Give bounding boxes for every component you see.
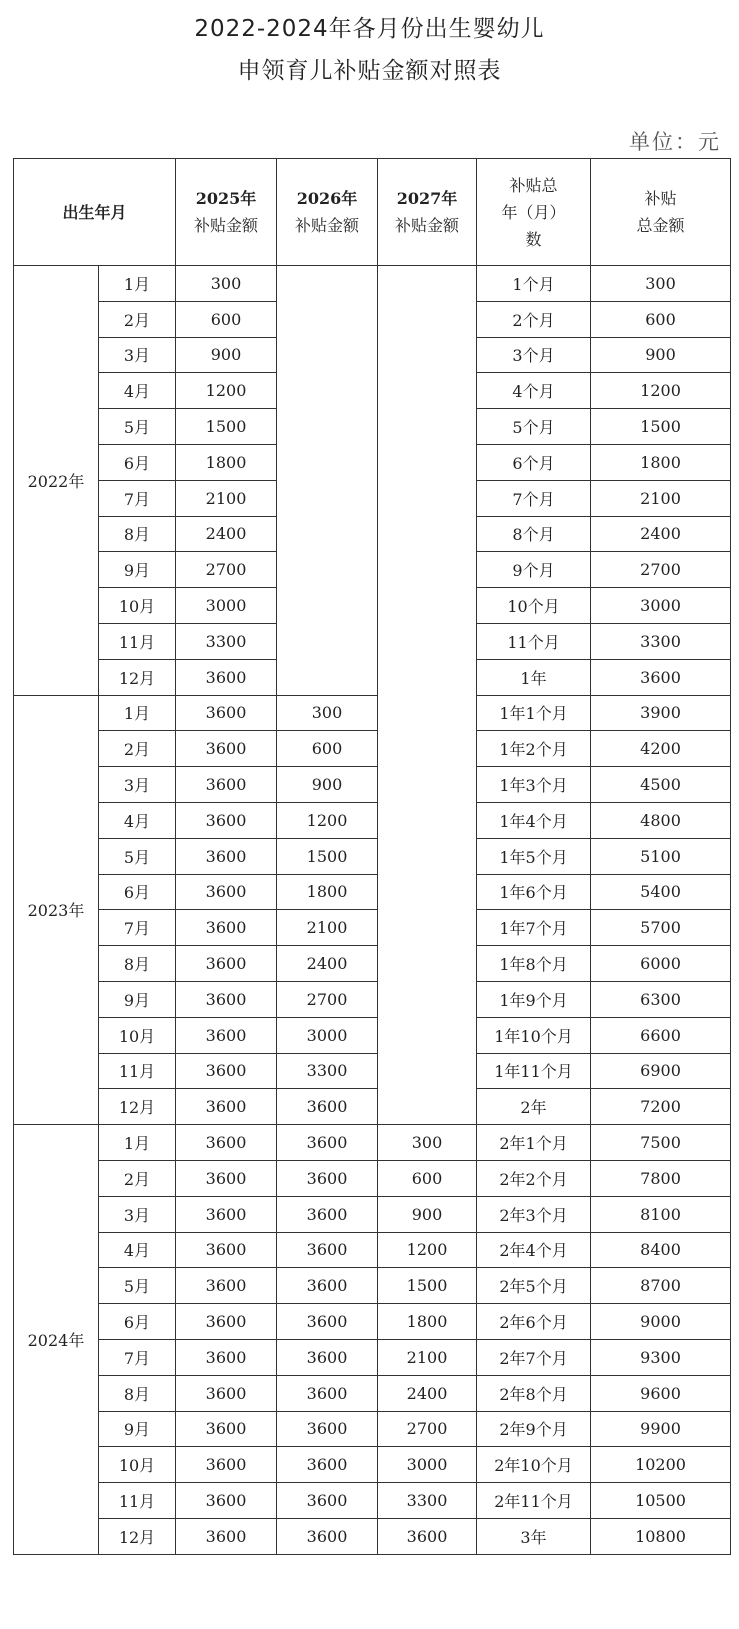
amount-2026-cell: 3600: [277, 1196, 378, 1232]
month-cell: 11月: [99, 1053, 176, 1089]
table-row: [14, 767, 731, 803]
month-cell: 2月: [99, 1160, 176, 1196]
month-cell: 2月: [99, 301, 176, 337]
duration-cell: 2年5个月: [477, 1268, 591, 1304]
amount-2027-cell: 1800: [378, 1304, 477, 1340]
unit-label: 单位：元: [629, 130, 721, 154]
amount-2025-cell: 3600: [176, 731, 277, 767]
amount-2026-cell: 1200: [277, 802, 378, 838]
amount-2026-cell: 3600: [277, 1304, 378, 1340]
amount-2025-cell: 3600: [176, 1196, 277, 1232]
table-row: [14, 1411, 731, 1447]
duration-cell: 7个月: [477, 480, 591, 516]
table-row: [14, 1089, 731, 1125]
amount-2025-cell: 300: [176, 266, 277, 302]
table-row: [14, 266, 731, 302]
table-row: [14, 1447, 731, 1483]
total-cell: 9000: [591, 1304, 731, 1340]
amount-2025-cell: 3600: [176, 910, 277, 946]
month-cell: 10月: [99, 1017, 176, 1053]
month-cell: 9月: [99, 552, 176, 588]
subsidy-table: [13, 158, 731, 1555]
amount-2025-cell: 3600: [176, 946, 277, 982]
table-row: [14, 838, 731, 874]
amount-2027-cell: 1500: [378, 1268, 477, 1304]
table-row: [14, 874, 731, 910]
duration-cell: 9个月: [477, 552, 591, 588]
month-cell: 12月: [99, 1518, 176, 1554]
duration-cell: 2年6个月: [477, 1304, 591, 1340]
amount-2025-cell: 3600: [176, 1411, 277, 1447]
table-row: [14, 1518, 731, 1554]
table-row: [14, 1017, 731, 1053]
amount-2025-cell: 3600: [176, 659, 277, 695]
month-cell: 7月: [99, 1339, 176, 1375]
amount-2026-cell: 3600: [277, 1160, 378, 1196]
duration-cell: 1年: [477, 659, 591, 695]
header-2027-year: 2027年: [396, 189, 458, 208]
total-cell: 10800: [591, 1518, 731, 1554]
amount-2026-cell: 2100: [277, 910, 378, 946]
table-row: [14, 1160, 731, 1196]
total-cell: 7200: [591, 1089, 731, 1125]
duration-cell: 2年1个月: [477, 1125, 591, 1161]
month-cell: 10月: [99, 1447, 176, 1483]
header-duration: [477, 159, 591, 266]
amount-2026-cell: 3600: [277, 1339, 378, 1375]
table-row: [14, 731, 731, 767]
total-cell: 9900: [591, 1411, 731, 1447]
total-cell: 2400: [591, 516, 731, 552]
amount-2025-cell: 3300: [176, 623, 277, 659]
amount-2025-cell: 3600: [176, 1447, 277, 1483]
amount-2025-cell: 3600: [176, 1483, 277, 1519]
header-2026-year: 2026年: [296, 189, 358, 208]
amount-2026-cell: 3600: [277, 1125, 378, 1161]
total-cell: 900: [591, 337, 731, 373]
duration-cell: 4个月: [477, 373, 591, 409]
header-2025-label: 补贴金额: [194, 216, 259, 235]
total-cell: 8400: [591, 1232, 731, 1268]
header-duration-l3: 数: [525, 229, 542, 249]
total-cell: 4800: [591, 802, 731, 838]
amount-2026-cell: 3600: [277, 1232, 378, 1268]
amount-2026-cell: 3000: [277, 1017, 378, 1053]
table-row: [14, 1053, 731, 1089]
amount-2025-cell: 3600: [176, 874, 277, 910]
table-row: [14, 1196, 731, 1232]
month-cell: 11月: [99, 1483, 176, 1519]
total-cell: 3600: [591, 659, 731, 695]
month-cell: 10月: [99, 588, 176, 624]
duration-cell: 3年: [477, 1518, 591, 1554]
amount-2025-cell: 3000: [176, 588, 277, 624]
duration-cell: 10个月: [477, 588, 591, 624]
amount-2025-cell: 1500: [176, 409, 277, 445]
duration-cell: 1年5个月: [477, 838, 591, 874]
amount-2025-cell: 3600: [176, 1518, 277, 1554]
month-cell: 1月: [99, 266, 176, 302]
page-title-line1: 2022-2024年各月份出生婴幼儿: [194, 16, 545, 42]
amount-2025-cell: 2400: [176, 516, 277, 552]
amount-2025-cell: 3600: [176, 981, 277, 1017]
month-cell: 5月: [99, 1268, 176, 1304]
duration-cell: 1年8个月: [477, 946, 591, 982]
header-duration-l1: 补贴总: [509, 175, 558, 195]
amount-2026-cell: [277, 266, 378, 696]
duration-cell: 1年3个月: [477, 767, 591, 803]
amount-2026-cell: 1500: [277, 838, 378, 874]
duration-cell: 1年2个月: [477, 731, 591, 767]
amount-2027-cell: 900: [378, 1196, 477, 1232]
amount-2025-cell: 2100: [176, 480, 277, 516]
amount-2025-cell: 1200: [176, 373, 277, 409]
amount-2026-cell: 3600: [277, 1447, 378, 1483]
amount-2025-cell: 3600: [176, 838, 277, 874]
table-row: [14, 910, 731, 946]
amount-2025-cell: 3600: [176, 695, 277, 731]
amount-2027-cell: 2400: [378, 1375, 477, 1411]
total-cell: 1500: [591, 409, 731, 445]
month-cell: 4月: [99, 802, 176, 838]
duration-cell: 1年9个月: [477, 981, 591, 1017]
table-row: [14, 981, 731, 1017]
table-row: [14, 946, 731, 982]
month-cell: 5月: [99, 838, 176, 874]
duration-cell: 2年9个月: [477, 1411, 591, 1447]
year-cell: 2023年: [14, 695, 99, 1125]
header-total-l1: 补贴: [644, 189, 677, 208]
header-row: [14, 159, 731, 266]
header-total: [591, 159, 731, 266]
header-2026-label: 补贴金额: [295, 216, 360, 235]
header-duration-l2: 年（月）: [501, 202, 566, 222]
amount-2025-cell: 3600: [176, 1232, 277, 1268]
total-cell: 10200: [591, 1447, 731, 1483]
total-cell: 600: [591, 301, 731, 337]
total-cell: 4200: [591, 731, 731, 767]
header-2025-year: 2025年: [195, 189, 257, 208]
month-cell: 6月: [99, 874, 176, 910]
total-cell: 7800: [591, 1160, 731, 1196]
total-cell: 2100: [591, 480, 731, 516]
amount-2026-cell: 3600: [277, 1375, 378, 1411]
total-cell: 1800: [591, 444, 731, 480]
total-cell: 6300: [591, 981, 731, 1017]
amount-2025-cell: 3600: [176, 1089, 277, 1125]
table-row: [14, 1304, 731, 1340]
amount-2027-cell: 3300: [378, 1483, 477, 1519]
table-row: [14, 1375, 731, 1411]
duration-cell: 1年1个月: [477, 695, 591, 731]
amount-2026-cell: 3600: [277, 1089, 378, 1125]
amount-2027-cell: 600: [378, 1160, 477, 1196]
duration-cell: 2年4个月: [477, 1232, 591, 1268]
total-cell: 5100: [591, 838, 731, 874]
month-cell: 2月: [99, 731, 176, 767]
amount-2026-cell: 3300: [277, 1053, 378, 1089]
amount-2027-cell: [378, 266, 477, 1125]
month-cell: 11月: [99, 623, 176, 659]
amount-2027-cell: 1200: [378, 1232, 477, 1268]
total-cell: 6900: [591, 1053, 731, 1089]
duration-cell: 11个月: [477, 623, 591, 659]
page-title-line2: 申领育儿补贴金额对照表: [237, 58, 502, 84]
month-cell: 8月: [99, 516, 176, 552]
total-cell: 3000: [591, 588, 731, 624]
table-row: [14, 1483, 731, 1519]
amount-2025-cell: 3600: [176, 1017, 277, 1053]
month-cell: 3月: [99, 767, 176, 803]
amount-2025-cell: 2700: [176, 552, 277, 588]
header-total-l2: 总金额: [636, 216, 685, 235]
amount-2025-cell: 3600: [176, 1160, 277, 1196]
amount-2025-cell: 600: [176, 301, 277, 337]
total-cell: 1200: [591, 373, 731, 409]
total-cell: 8100: [591, 1196, 731, 1232]
header-2025: [176, 159, 277, 266]
total-cell: 6600: [591, 1017, 731, 1053]
month-cell: 9月: [99, 981, 176, 1017]
amount-2025-cell: 3600: [176, 1375, 277, 1411]
table-row: [14, 1339, 731, 1375]
amount-2026-cell: 3600: [277, 1518, 378, 1554]
duration-cell: 2个月: [477, 301, 591, 337]
month-cell: 3月: [99, 337, 176, 373]
duration-cell: 2年10个月: [477, 1447, 591, 1483]
duration-cell: 8个月: [477, 516, 591, 552]
duration-cell: 2年7个月: [477, 1339, 591, 1375]
duration-cell: 1年4个月: [477, 802, 591, 838]
header-2026: [277, 159, 378, 266]
header-2027: [378, 159, 477, 266]
total-cell: 10500: [591, 1483, 731, 1519]
duration-cell: 2年11个月: [477, 1483, 591, 1519]
total-cell: 5400: [591, 874, 731, 910]
total-cell: 6000: [591, 946, 731, 982]
table-body: [14, 266, 731, 1555]
amount-2027-cell: 3000: [378, 1447, 477, 1483]
total-cell: 2700: [591, 552, 731, 588]
year-cell: 2024年: [14, 1125, 99, 1555]
table-row: [14, 1232, 731, 1268]
month-cell: 6月: [99, 1304, 176, 1340]
table-row: [14, 802, 731, 838]
month-cell: 1月: [99, 1125, 176, 1161]
amount-2026-cell: 1800: [277, 874, 378, 910]
month-cell: 9月: [99, 1411, 176, 1447]
amount-2025-cell: 3600: [176, 767, 277, 803]
duration-cell: 3个月: [477, 337, 591, 373]
amount-2026-cell: 2400: [277, 946, 378, 982]
total-cell: 9300: [591, 1339, 731, 1375]
amount-2026-cell: 300: [277, 695, 378, 731]
amount-2025-cell: 900: [176, 337, 277, 373]
amount-2027-cell: 300: [378, 1125, 477, 1161]
table-row: [14, 695, 731, 731]
total-cell: 7500: [591, 1125, 731, 1161]
month-cell: 8月: [99, 1375, 176, 1411]
amount-2025-cell: 3600: [176, 1125, 277, 1161]
table-row: [14, 1268, 731, 1304]
month-cell: 4月: [99, 373, 176, 409]
duration-cell: 1年6个月: [477, 874, 591, 910]
duration-cell: 5个月: [477, 409, 591, 445]
month-cell: 5月: [99, 409, 176, 445]
amount-2025-cell: 3600: [176, 802, 277, 838]
amount-2027-cell: 2100: [378, 1339, 477, 1375]
duration-cell: 2年2个月: [477, 1160, 591, 1196]
duration-cell: 1年10个月: [477, 1017, 591, 1053]
amount-2025-cell: 3600: [176, 1268, 277, 1304]
amount-2025-cell: 3600: [176, 1339, 277, 1375]
month-cell: 12月: [99, 1089, 176, 1125]
amount-2025-cell: 3600: [176, 1053, 277, 1089]
total-cell: 5700: [591, 910, 731, 946]
duration-cell: 2年: [477, 1089, 591, 1125]
duration-cell: 2年8个月: [477, 1375, 591, 1411]
header-birth-month: [14, 159, 176, 266]
month-cell: 3月: [99, 1196, 176, 1232]
amount-2026-cell: 3600: [277, 1483, 378, 1519]
month-cell: 6月: [99, 444, 176, 480]
amount-2026-cell: 3600: [277, 1411, 378, 1447]
duration-cell: 1年11个月: [477, 1053, 591, 1089]
amount-2026-cell: 2700: [277, 981, 378, 1017]
total-cell: 8700: [591, 1268, 731, 1304]
amount-2026-cell: 600: [277, 731, 378, 767]
amount-2027-cell: 2700: [378, 1411, 477, 1447]
total-cell: 9600: [591, 1375, 731, 1411]
amount-2027-cell: 3600: [378, 1518, 477, 1554]
month-cell: 7月: [99, 910, 176, 946]
total-cell: 4500: [591, 767, 731, 803]
total-cell: 3300: [591, 623, 731, 659]
year-cell: 2022年: [14, 266, 99, 696]
month-cell: 4月: [99, 1232, 176, 1268]
amount-2025-cell: 3600: [176, 1304, 277, 1340]
header-birth-label: 出生年月: [62, 202, 127, 222]
month-cell: 8月: [99, 946, 176, 982]
duration-cell: 2年3个月: [477, 1196, 591, 1232]
amount-2026-cell: 900: [277, 767, 378, 803]
amount-2025-cell: 1800: [176, 444, 277, 480]
month-cell: 7月: [99, 480, 176, 516]
table-row: [14, 1125, 731, 1161]
header-2027-label: 补贴金额: [395, 216, 460, 235]
total-cell: 300: [591, 266, 731, 302]
month-cell: 1月: [99, 695, 176, 731]
amount-2026-cell: 3600: [277, 1268, 378, 1304]
duration-cell: 1个月: [477, 266, 591, 302]
month-cell: 12月: [99, 659, 176, 695]
total-cell: 3900: [591, 695, 731, 731]
duration-cell: 6个月: [477, 444, 591, 480]
duration-cell: 1年7个月: [477, 910, 591, 946]
